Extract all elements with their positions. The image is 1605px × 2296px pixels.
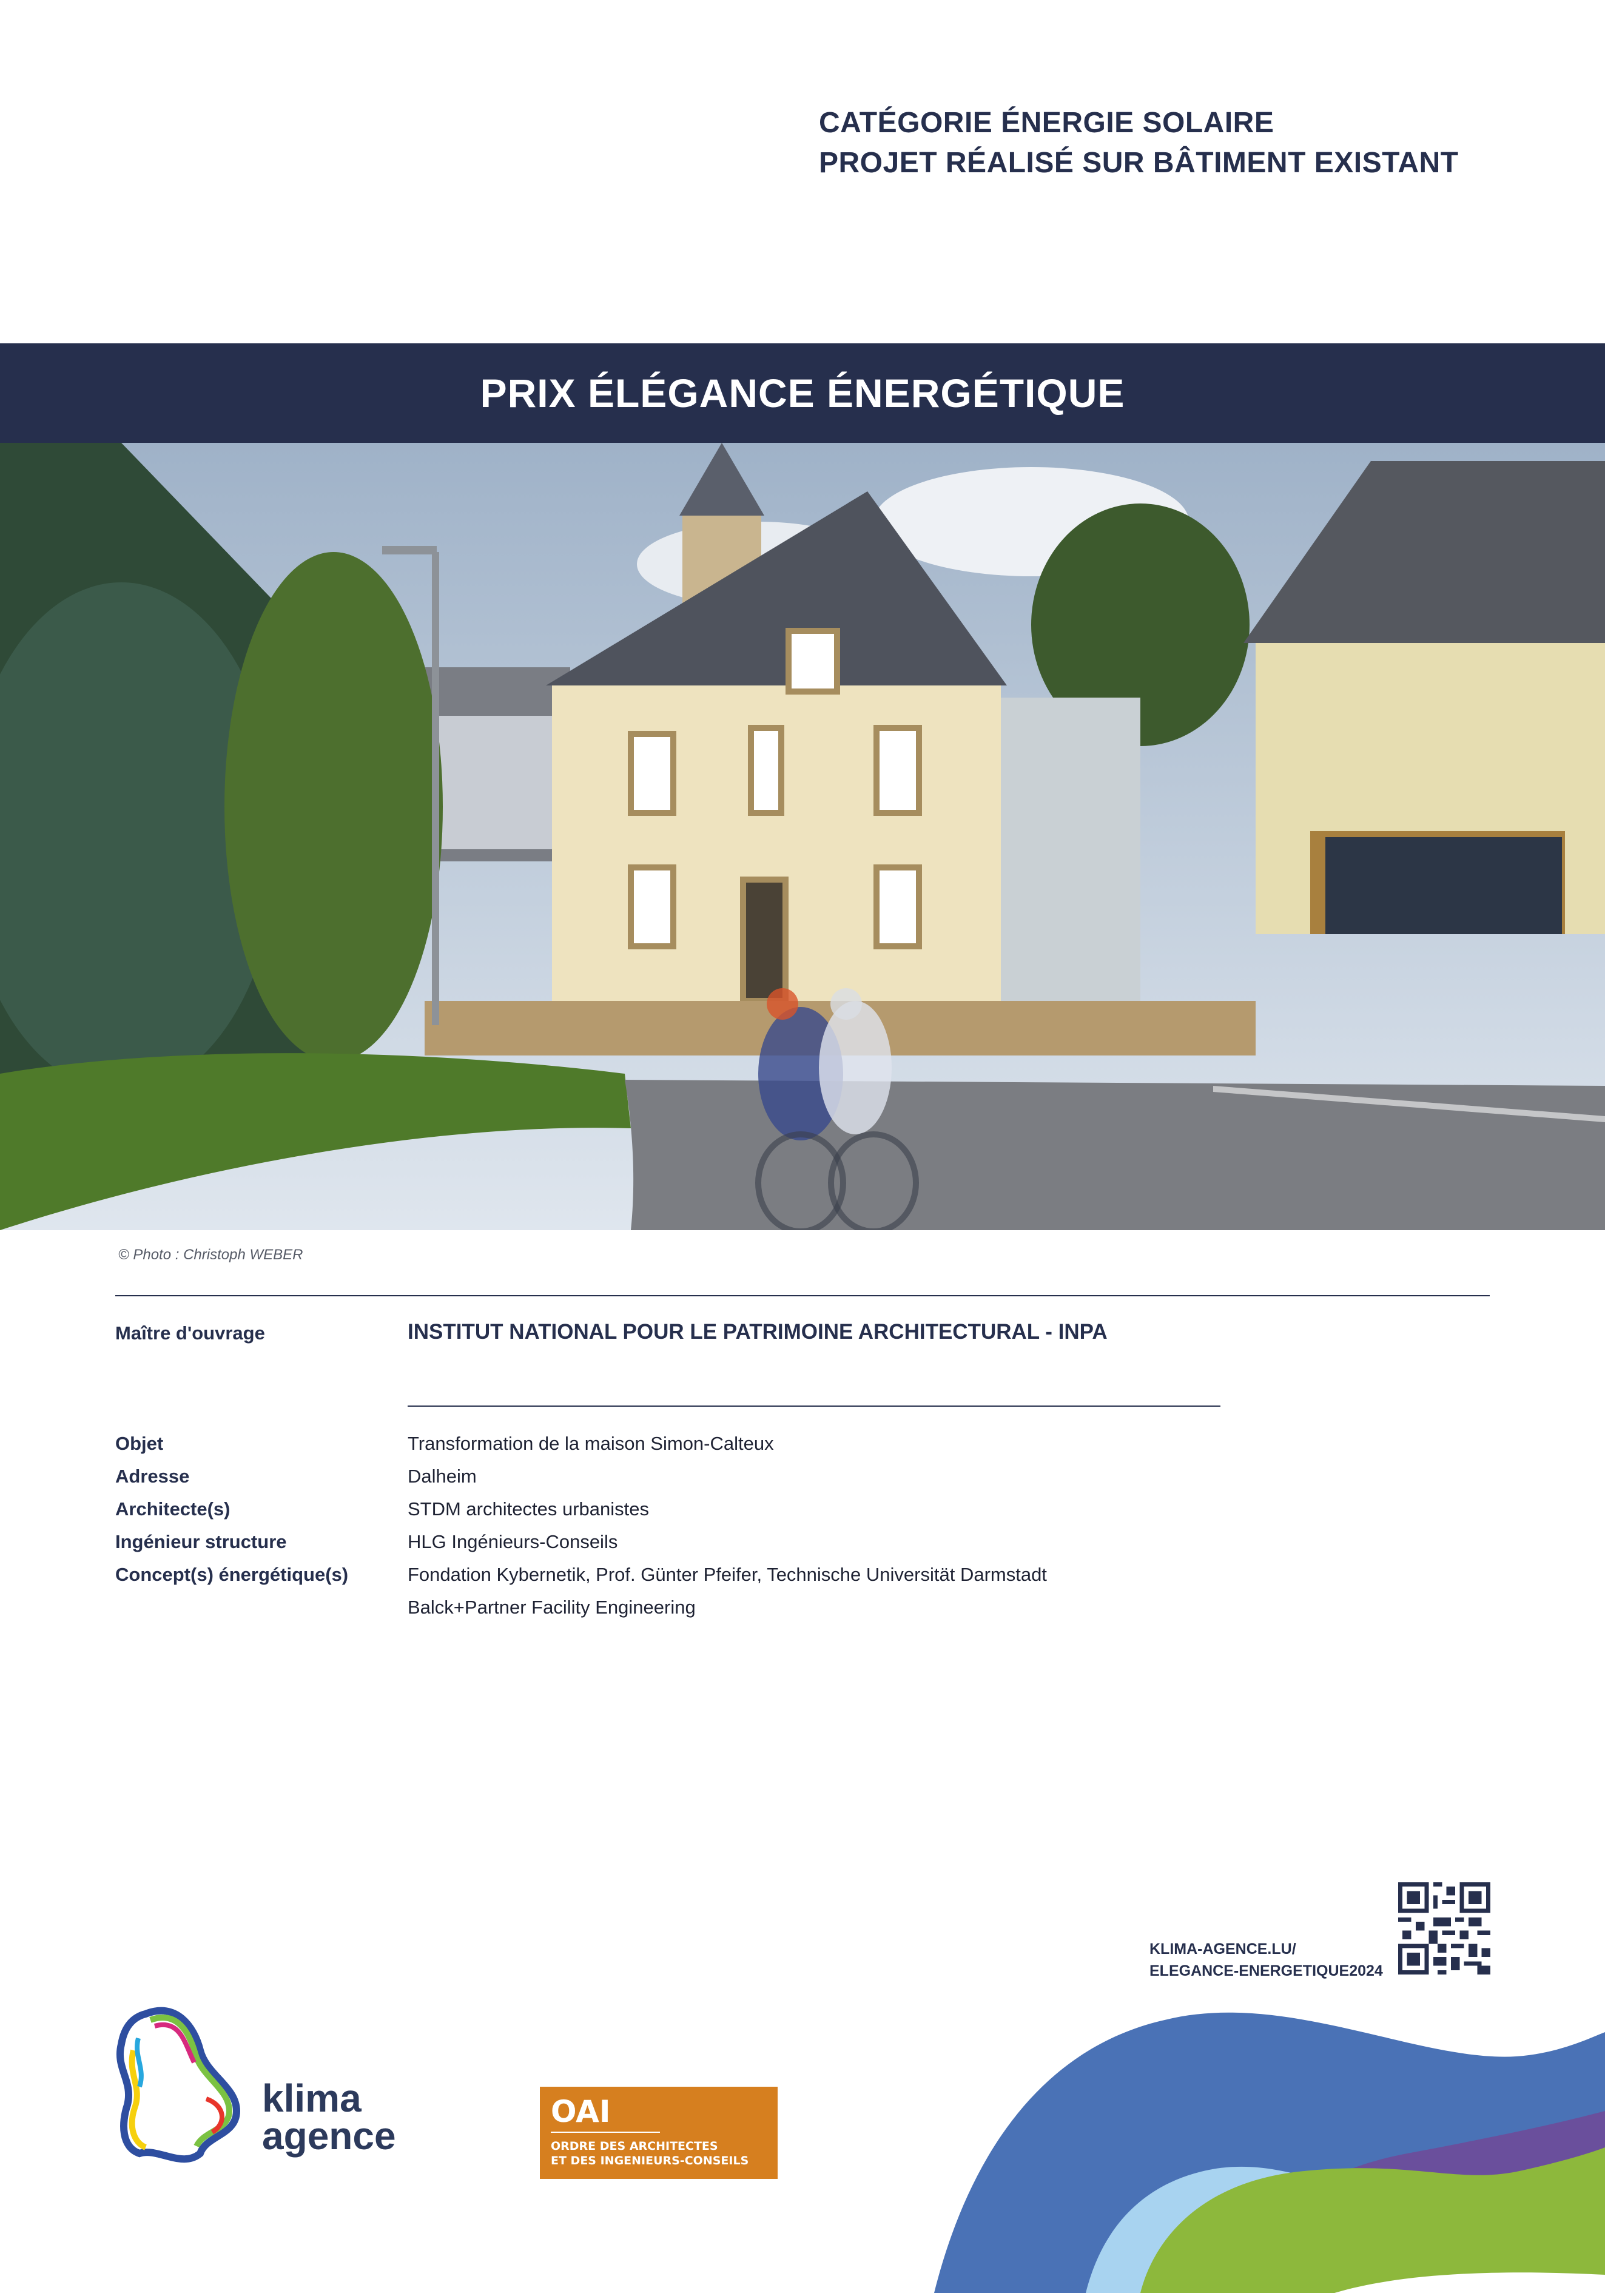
detail-value-concepts-2: Balck+Partner Facility Engineering bbox=[408, 1597, 696, 1618]
klima-wordmark-line-2: agence bbox=[262, 2114, 396, 2158]
detail-label-ingenieur: Ingénieur structure bbox=[115, 1531, 287, 1552]
oai-subtitle-line-2: ET DES INGENIEURS-CONSEILS bbox=[551, 2154, 749, 2167]
detail-label-concepts: Concept(s) énergétique(s) bbox=[115, 1564, 349, 1585]
detail-value-architectes: STDM architectes urbanistes bbox=[408, 1498, 649, 1520]
oai-logo bbox=[540, 2087, 778, 2179]
qr-code-icon[interactable] bbox=[1398, 1882, 1490, 1974]
klima-wordmark-line-1: klima bbox=[262, 2076, 362, 2120]
client-value: INSTITUT NATIONAL POUR LE PATRIMOINE ARCHITECTURAL - INPA bbox=[408, 1320, 1108, 1344]
building-photo bbox=[0, 443, 1605, 1230]
oai-subtitle-line-1: ORDRE DES ARCHITECTES bbox=[551, 2139, 718, 2153]
footer-url-line-2: ELEGANCE-ENERGETIQUE2024 bbox=[1149, 1962, 1383, 1979]
photo-credit: © Photo : Christoph WEBER bbox=[118, 1247, 303, 1263]
detail-value-ingenieur: HLG Ingénieurs-Conseils bbox=[408, 1531, 618, 1552]
klima-agence-wordmark bbox=[262, 2076, 396, 2158]
decorative-waves bbox=[910, 1990, 1605, 2293]
detail-label-objet: Objet bbox=[115, 1433, 164, 1454]
category-line-2: PROJET RÉALISÉ SUR BÂTIMENT EXISTANT bbox=[819, 147, 1459, 179]
klima-agence-logo-icon bbox=[109, 2002, 255, 2172]
category-line-1: CATÉGORIE ÉNERGIE SOLAIRE bbox=[819, 107, 1274, 139]
category-heading bbox=[819, 103, 1459, 183]
oai-logo-subtitle bbox=[551, 2139, 749, 2168]
divider-client bbox=[408, 1406, 1220, 1407]
detail-value-objet: Transformation de la maison Simon-Calteux bbox=[408, 1433, 774, 1454]
footer-url[interactable] bbox=[1149, 1938, 1383, 1982]
award-banner bbox=[0, 343, 1605, 443]
footer-url-line-1: KLIMA-AGENCE.LU/ bbox=[1149, 1941, 1296, 1958]
award-title: PRIX ÉLÉGANCE ÉNERGÉTIQUE bbox=[480, 371, 1125, 416]
detail-value-adresse: Dalheim bbox=[408, 1466, 477, 1487]
client-label: Maître d'ouvrage bbox=[115, 1322, 265, 1344]
detail-label-architectes: Architecte(s) bbox=[115, 1498, 230, 1520]
detail-label-adresse: Adresse bbox=[115, 1466, 190, 1487]
divider-top bbox=[115, 1295, 1490, 1296]
oai-logo-divider bbox=[551, 2132, 660, 2133]
detail-value-concepts: Fondation Kybernetik, Prof. Günter Pfeifer, Technische Universität Darmstadt bbox=[408, 1564, 1047, 1585]
oai-logo-title: OAI bbox=[551, 2094, 611, 2129]
